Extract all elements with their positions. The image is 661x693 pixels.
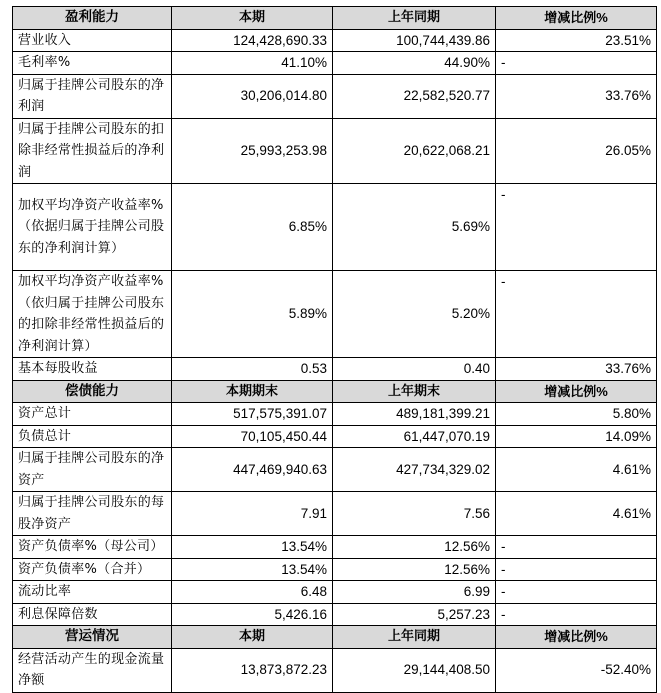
header-cell: 上年同期 — [333, 626, 496, 649]
table-row — [13, 184, 657, 271]
row-label: 归属于挂牌公司股东的净资产 — [13, 448, 172, 492]
header-cell: 上年同期 — [333, 7, 496, 30]
header-cell: 本期 — [172, 7, 333, 30]
financial-indicators-table — [12, 6, 657, 693]
table-row — [13, 118, 657, 184]
header-cell: 增减比例% — [496, 380, 657, 403]
prior-value: 5.69% — [333, 184, 496, 271]
row-label: 加权平均净资产收益率%（依归属于挂牌公司股东的扣除非经常性损益后的净利润计算） — [13, 271, 172, 358]
current-value: 41.10% — [172, 52, 333, 75]
header-cell: 盈利能力 — [13, 7, 172, 30]
current-value: 25,993,253.98 — [172, 118, 333, 184]
header-cell: 本期期末 — [172, 380, 333, 403]
change-value: - — [496, 603, 657, 626]
section-header-operations — [13, 626, 657, 649]
table-row — [13, 603, 657, 626]
row-label: 负债总计 — [13, 425, 172, 448]
row-label: 归属于挂牌公司股东的每股净资产 — [13, 492, 172, 536]
prior-value: 100,744,439.86 — [333, 29, 496, 52]
prior-value: 6.99 — [333, 581, 496, 604]
prior-value: 5.20% — [333, 271, 496, 358]
current-value: 5.89% — [172, 271, 333, 358]
table-row — [13, 425, 657, 448]
table-row — [13, 74, 657, 118]
row-label: 经营活动产生的现金流量净额 — [13, 648, 172, 692]
current-value: 124,428,690.33 — [172, 29, 333, 52]
current-value: 447,469,940.63 — [172, 448, 333, 492]
change-value: 33.76% — [496, 358, 657, 381]
change-value: 4.61% — [496, 492, 657, 536]
row-label: 归属于挂牌公司股东的扣除非经常性损益后的净利润 — [13, 118, 172, 184]
prior-value: 5,257.23 — [333, 603, 496, 626]
section-header-solvency — [13, 380, 657, 403]
prior-value: 0.40 — [333, 358, 496, 381]
current-value: 517,575,391.07 — [172, 403, 333, 426]
current-value: 13.54% — [172, 536, 333, 559]
change-value: - — [496, 271, 657, 358]
current-value: 30,206,014.80 — [172, 74, 333, 118]
change-value: 33.76% — [496, 74, 657, 118]
prior-value: 427,734,329.02 — [333, 448, 496, 492]
current-value: 6.85% — [172, 184, 333, 271]
table-row — [13, 558, 657, 581]
prior-value: 61,447,070.19 — [333, 425, 496, 448]
row-label: 基本每股收益 — [13, 358, 172, 381]
header-cell: 上年期末 — [333, 380, 496, 403]
change-value: -52.40% — [496, 648, 657, 692]
row-label: 资产负债率%（合并） — [13, 558, 172, 581]
change-value: 4.61% — [496, 448, 657, 492]
row-label: 流动比率 — [13, 581, 172, 604]
change-value: 5.80% — [496, 403, 657, 426]
row-label: 归属于挂牌公司股东的净利润 — [13, 74, 172, 118]
section-header-profitability — [13, 7, 657, 30]
table-row — [13, 581, 657, 604]
header-cell: 偿债能力 — [13, 380, 172, 403]
table-row — [13, 448, 657, 492]
header-cell: 本期 — [172, 626, 333, 649]
prior-value: 12.56% — [333, 558, 496, 581]
table-row — [13, 358, 657, 381]
table-row — [13, 536, 657, 559]
prior-value: 7.56 — [333, 492, 496, 536]
current-value: 13.54% — [172, 558, 333, 581]
current-value: 13,873,872.23 — [172, 648, 333, 692]
current-value: 5,426.16 — [172, 603, 333, 626]
row-label: 资产负债率%（母公司） — [13, 536, 172, 559]
row-label: 毛利率% — [13, 52, 172, 75]
row-label: 加权平均净资产收益率%（依据归属于挂牌公司股东的净利润计算） — [13, 184, 172, 271]
change-value: - — [496, 581, 657, 604]
table-row — [13, 271, 657, 358]
row-label: 资产总计 — [13, 403, 172, 426]
prior-value: 22,582,520.77 — [333, 74, 496, 118]
table-row — [13, 52, 657, 75]
change-value: 23.51% — [496, 29, 657, 52]
table-row — [13, 29, 657, 52]
change-value: - — [496, 536, 657, 559]
change-value: 26.05% — [496, 118, 657, 184]
prior-value: 29,144,408.50 — [333, 648, 496, 692]
current-value: 7.91 — [172, 492, 333, 536]
table-row — [13, 403, 657, 426]
prior-value: 489,181,399.21 — [333, 403, 496, 426]
prior-value: 20,622,068.21 — [333, 118, 496, 184]
current-value: 70,105,450.44 — [172, 425, 333, 448]
table-row — [13, 648, 657, 692]
prior-value: 44.90% — [333, 52, 496, 75]
change-value: - — [496, 184, 657, 271]
current-value: 0.53 — [172, 358, 333, 381]
change-value: - — [496, 558, 657, 581]
header-cell: 增减比例% — [496, 7, 657, 30]
current-value: 6.48 — [172, 581, 333, 604]
row-label: 营业收入 — [13, 29, 172, 52]
table-row — [13, 492, 657, 536]
prior-value: 12.56% — [333, 536, 496, 559]
change-value: - — [496, 52, 657, 75]
header-cell: 增减比例% — [496, 626, 657, 649]
row-label: 利息保障倍数 — [13, 603, 172, 626]
change-value: 14.09% — [496, 425, 657, 448]
header-cell: 营运情况 — [13, 626, 172, 649]
